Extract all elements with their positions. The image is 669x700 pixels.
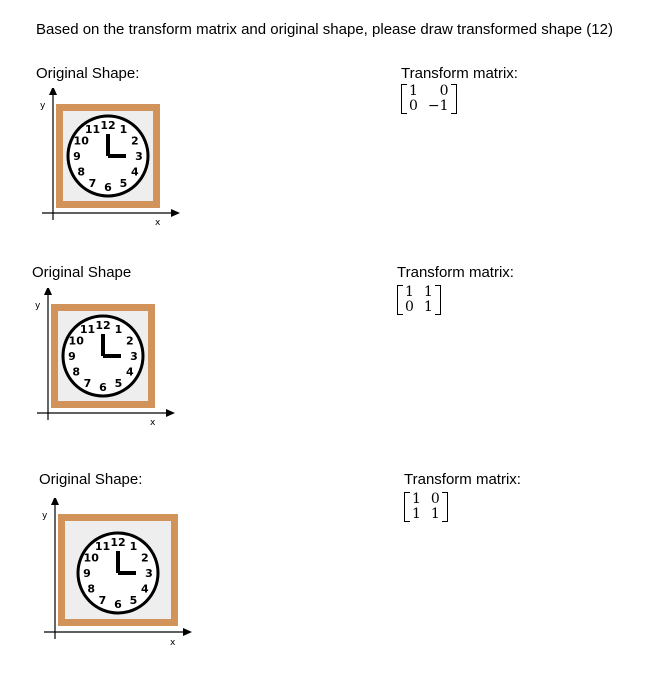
- clock-numeral: 5: [129, 593, 138, 607]
- clock-icon: [78, 533, 158, 613]
- clock-numeral: 3: [145, 567, 153, 580]
- clock-numeral: 11: [84, 123, 101, 137]
- x-axis: [42, 209, 180, 217]
- matrix-1-c: 0: [409, 98, 418, 114]
- y-axis-label: y: [35, 301, 41, 311]
- shape-label-1: Original Shape:: [36, 65, 140, 82]
- hour-hand: [103, 354, 121, 358]
- y-axis: [49, 88, 57, 220]
- matrix-2-d: 1: [423, 299, 433, 315]
- matrix-label-2: Transform matrix:: [397, 264, 514, 281]
- clock-numeral: 4: [125, 365, 134, 379]
- shape-label-3: Original Shape:: [39, 471, 143, 488]
- clock-numeral: 7: [83, 376, 92, 390]
- clock-numeral: 1: [129, 540, 138, 554]
- clock-numeral: 2: [125, 334, 134, 348]
- clock-numeral: 9: [83, 567, 91, 580]
- matrix-1-b: 0: [439, 83, 449, 99]
- clock-numeral: 1: [119, 123, 128, 137]
- question-title: Based on the transform matrix and original shape, please draw transformed shape (12): [36, 21, 613, 38]
- matrix-1-a: 1: [409, 83, 418, 99]
- matrix-label-3: Transform matrix:: [404, 471, 521, 488]
- clock-numeral: 7: [88, 176, 97, 190]
- clock-numeral: 11: [79, 323, 96, 337]
- clock-numeral: 3: [135, 150, 143, 163]
- clock-numeral: 10: [83, 551, 99, 565]
- minute-hand: [101, 334, 105, 356]
- y-axis-label: y: [40, 101, 46, 111]
- hour-hand: [108, 154, 126, 158]
- transform-matrix-3: [404, 492, 448, 522]
- matrix-2-b: 1: [423, 284, 433, 300]
- matrix-1-d: −1: [427, 98, 449, 114]
- clock-numeral: 2: [130, 134, 139, 148]
- clock-numeral: 6: [114, 598, 122, 611]
- matrix-3-a: 1: [412, 491, 421, 507]
- clock-numeral: 2: [140, 551, 149, 565]
- matrix-3-b: 0: [430, 491, 440, 507]
- clock-numeral: 12: [100, 119, 116, 132]
- clock-numeral: 10: [68, 334, 84, 348]
- matrix-label-1: Transform matrix:: [401, 65, 518, 82]
- clock-figure-1: [30, 88, 190, 230]
- clock-numeral: 10: [73, 134, 89, 148]
- x-axis-label: x: [170, 638, 176, 648]
- x-axis-label: x: [155, 218, 161, 228]
- matrix-2-a: 1: [405, 284, 414, 300]
- clock-numeral: 9: [68, 350, 76, 363]
- clock-figure-3: [32, 498, 197, 648]
- clock-numeral: 4: [140, 582, 149, 596]
- clock-numeral: 8: [72, 365, 81, 379]
- minute-hand: [106, 134, 110, 156]
- clock-numeral: 6: [104, 181, 112, 194]
- minute-hand: [116, 551, 120, 573]
- clock-numeral: 12: [95, 319, 111, 332]
- matrix-3-c: 1: [412, 506, 421, 522]
- x-axis: [44, 628, 192, 636]
- clock-numeral: 1: [114, 323, 123, 337]
- transform-matrix-1: [401, 84, 457, 114]
- y-axis: [51, 498, 59, 639]
- y-axis: [44, 288, 52, 420]
- matrix-2-c: 0: [405, 299, 414, 315]
- clock-numeral: 11: [94, 540, 111, 554]
- matrix-3-d: 1: [430, 506, 440, 522]
- clock-numeral: 4: [130, 165, 139, 179]
- clock-numeral: 5: [119, 176, 128, 190]
- clock-numeral: 3: [130, 350, 138, 363]
- transform-matrix-2: [397, 285, 441, 315]
- clock-numeral: 8: [87, 582, 96, 596]
- clock-icon: [63, 316, 143, 396]
- clock-numeral: 9: [73, 150, 81, 163]
- clock-numeral: 8: [77, 165, 86, 179]
- clock-numeral: 5: [114, 376, 123, 390]
- y-axis-label: y: [42, 511, 48, 521]
- clock-numeral: 7: [98, 593, 107, 607]
- x-axis: [37, 409, 175, 417]
- clock-figure-2: [25, 288, 185, 430]
- shape-label-2: Original Shape: [32, 264, 132, 281]
- hour-hand: [118, 571, 136, 575]
- clock-numeral: 6: [99, 381, 107, 394]
- clock-icon: [68, 116, 148, 196]
- x-axis-label: x: [150, 418, 156, 428]
- clock-numeral: 12: [110, 536, 126, 549]
